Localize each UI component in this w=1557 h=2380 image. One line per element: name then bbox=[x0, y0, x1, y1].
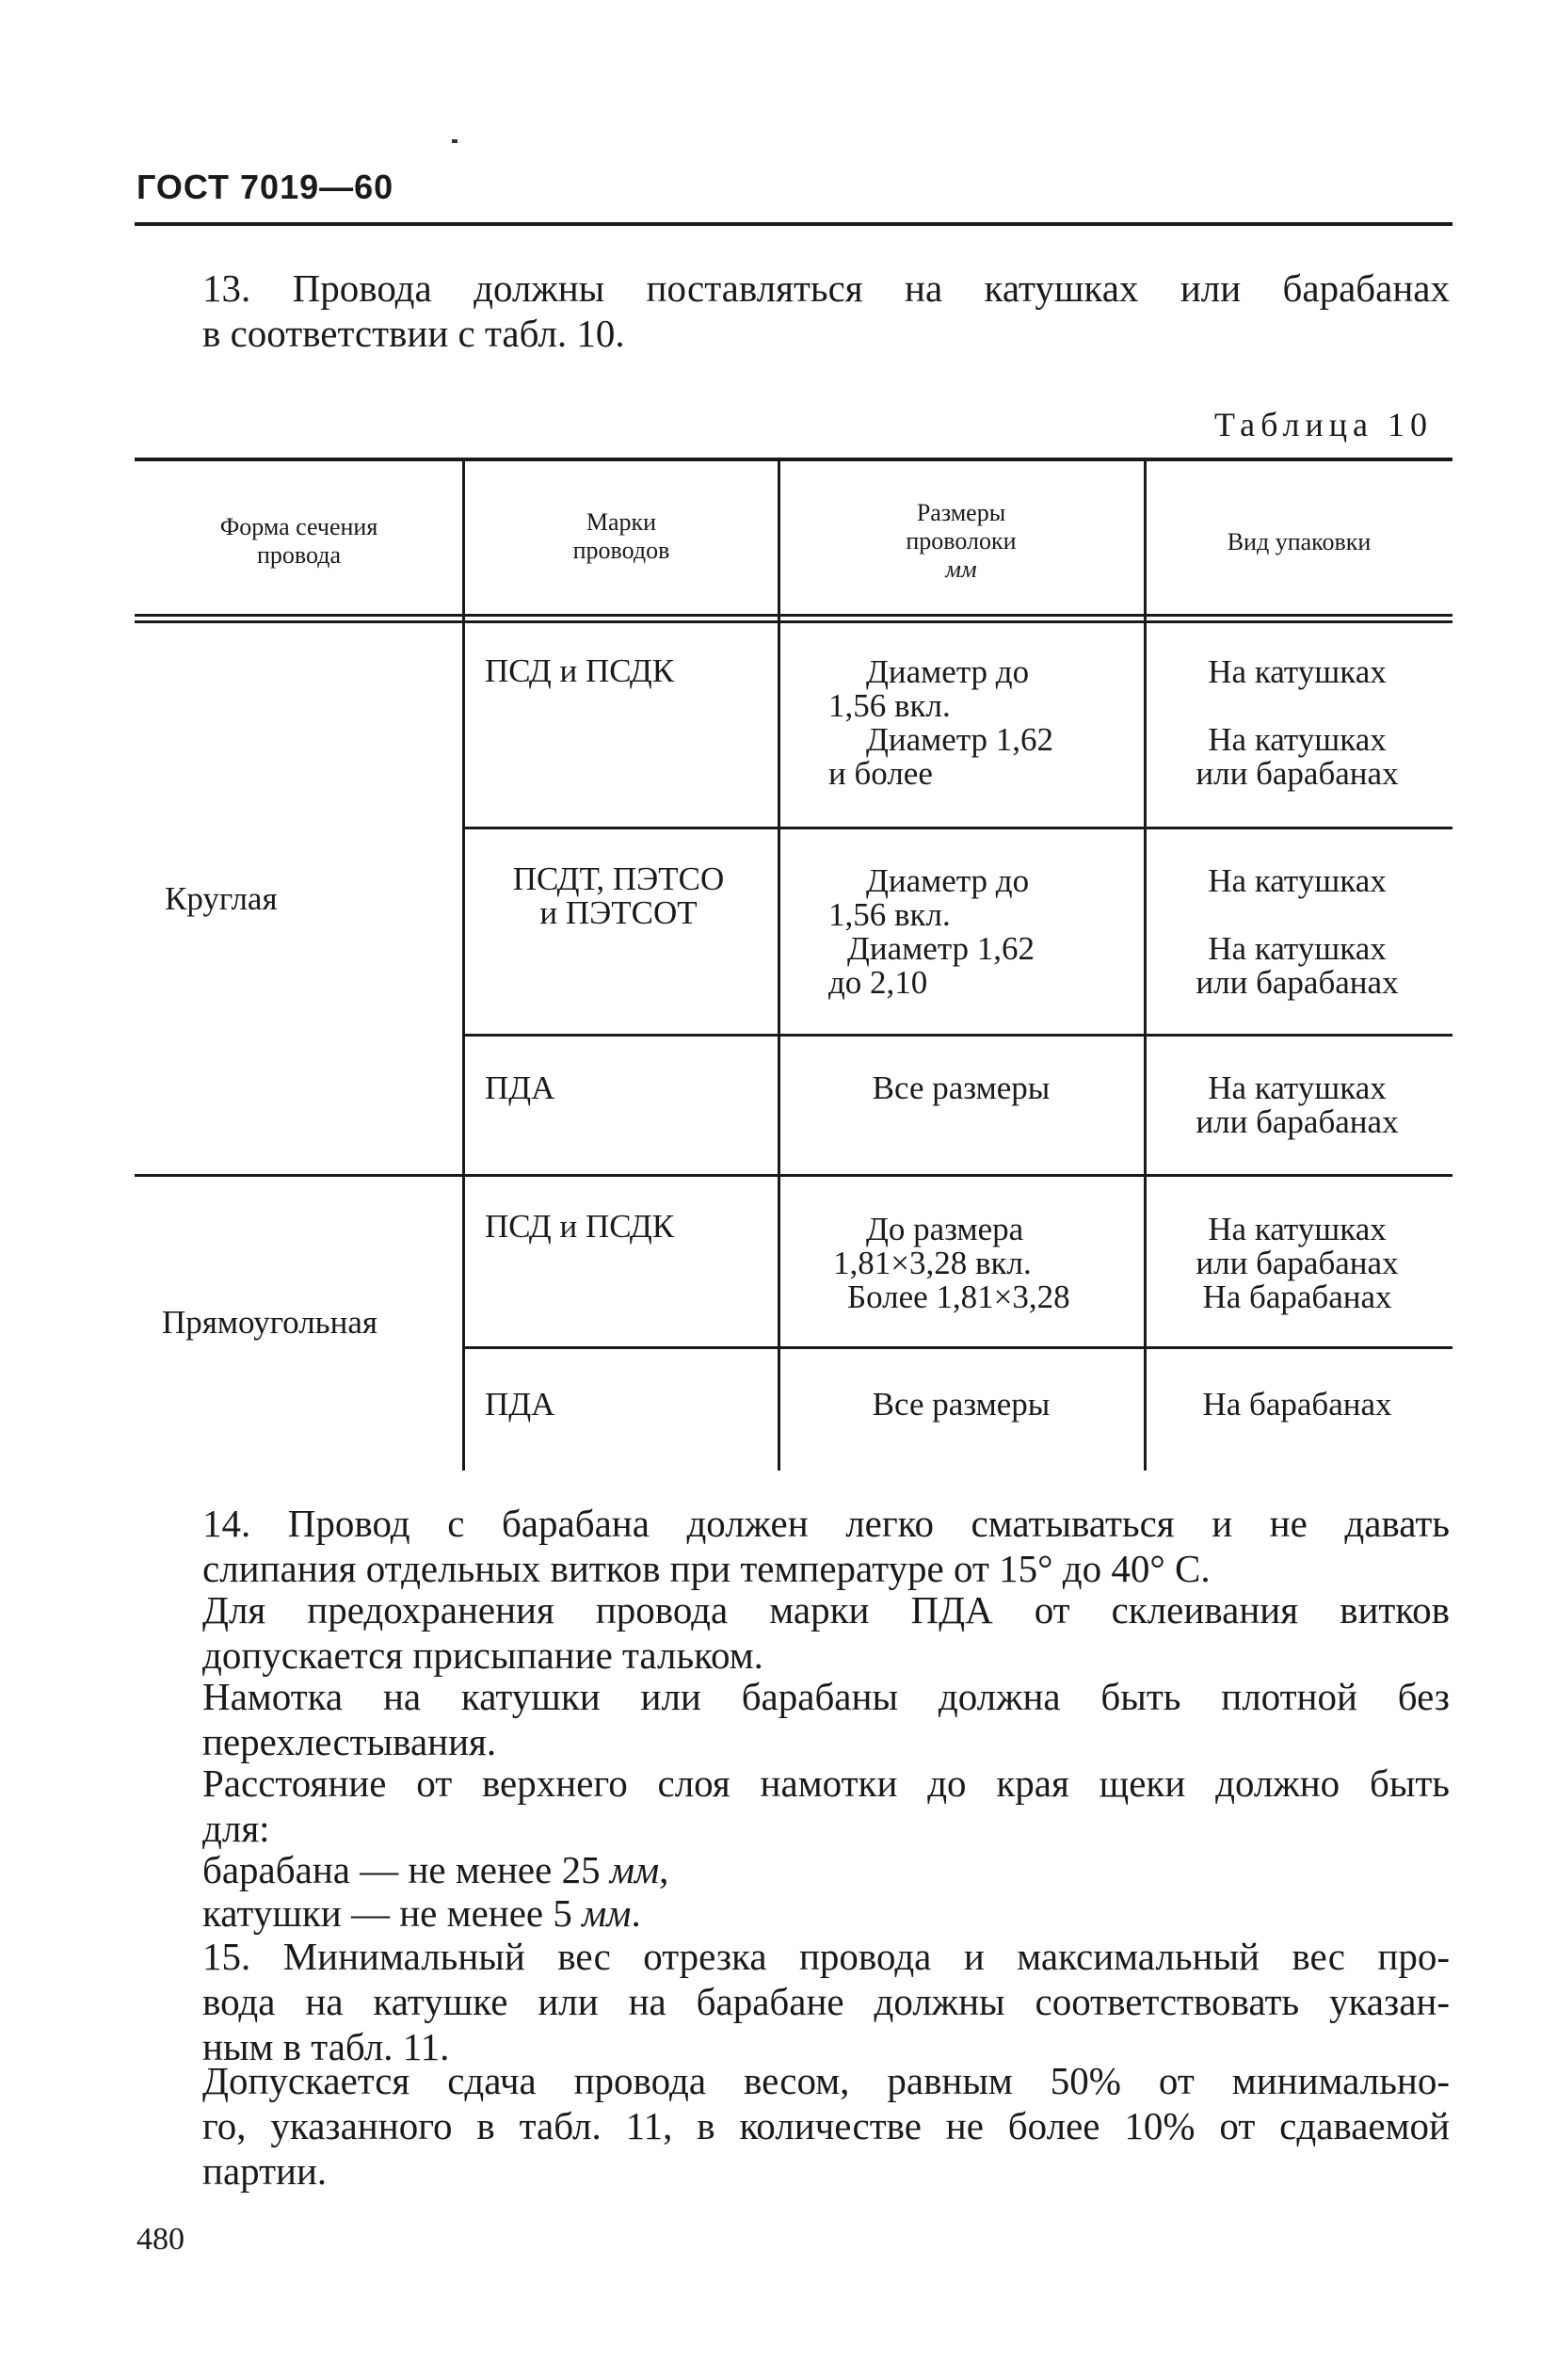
print-mark bbox=[452, 139, 457, 143]
row-2-pack-line-2 bbox=[1147, 898, 1448, 932]
row-2-brand-line-2: и ПЭТСОТ bbox=[539, 894, 698, 931]
paragraph-14 bbox=[136, 1501, 1450, 1591]
row-4-pack-line-2: или барабанах bbox=[1196, 1245, 1399, 1281]
row-1-size bbox=[828, 655, 1111, 791]
paragraph-coil bbox=[202, 1890, 1426, 1936]
row-2-pack-line-3: На катушках bbox=[1208, 930, 1387, 967]
paragraph-drum bbox=[202, 1847, 1426, 1892]
paragraph-winding bbox=[136, 1674, 1450, 1764]
row-1-pack-line-4: или барабанах bbox=[1196, 755, 1399, 792]
table-row-rule-3 bbox=[135, 1174, 1453, 1177]
row-1-pack-line-1: На катушках bbox=[1208, 653, 1387, 690]
paragraph-allowed-line-1: Допускается сдача провода весом, равным 50% от минимально- bbox=[202, 2059, 1450, 2102]
row-4-size-line-3: Более 1,81×3,28 bbox=[847, 1278, 1070, 1315]
row-2-size-line-4: до 2,10 bbox=[828, 964, 928, 1001]
paragraph-15-line-3: ным в табл. 11. bbox=[202, 2025, 450, 2068]
row-3-pack-line-2: или барабанах bbox=[1196, 1103, 1399, 1140]
row-4-pack bbox=[1147, 1213, 1448, 1314]
paragraph-distance-line-2: для: bbox=[202, 1807, 270, 1850]
row-5-brand: ПДА bbox=[485, 1386, 555, 1423]
row-1-brand: ПСД и ПСДК bbox=[485, 652, 675, 689]
row-4-size bbox=[833, 1213, 1134, 1314]
row-2-pack-line-4: или барабанах bbox=[1196, 964, 1399, 1001]
table-header-rule-2 bbox=[135, 620, 1453, 623]
paragraph-winding-line-1: Намотка на катушки или барабаны должна быть плотной без bbox=[202, 1675, 1450, 1718]
paragraph-13-line-1: 13. Провода должны поставляться на катушках или барабанах bbox=[202, 266, 1450, 310]
paragraph-allowed-line-3: партии. bbox=[202, 2149, 328, 2193]
row-1-size-line-2: 1,56 вкл. bbox=[828, 687, 951, 724]
row-3-pack bbox=[1147, 1071, 1448, 1139]
coil-unit: мм bbox=[582, 1891, 632, 1935]
paragraph-15-line-1: 15. Минимальный вес отрезка провода и максимальный вес про- bbox=[202, 1935, 1450, 1978]
shape-round: Круглая bbox=[165, 880, 278, 917]
row-2-brand bbox=[468, 862, 769, 930]
row-5-pack: На барабанах bbox=[1202, 1386, 1392, 1423]
paragraph-pda bbox=[136, 1587, 1450, 1678]
row-3-brand: ПДА bbox=[485, 1069, 555, 1106]
row-4-size-line-2: 1,81×3,28 вкл. bbox=[833, 1245, 1032, 1281]
drum-text: барабана — не менее 25 bbox=[202, 1848, 610, 1891]
row-1-size-line-4: и более bbox=[828, 755, 933, 792]
table-top-rule bbox=[135, 458, 1453, 461]
row-3-size: Все размеры bbox=[872, 1069, 1051, 1106]
paragraph-winding-line-2: перехлестывания. bbox=[202, 1720, 497, 1763]
header-wire-sizes-unit: мм bbox=[945, 555, 977, 583]
row-2-size-line-2: 1,56 вкл. bbox=[828, 896, 951, 933]
header-cross-section-line-2: провода bbox=[256, 541, 342, 569]
paragraph-allowed-line-2: го, указанного в табл. 11, в количестве не более 10% от сдаваемой bbox=[202, 2104, 1450, 2147]
paragraph-15-line-2: вода на катушке или на барабане должны соответствовать указан- bbox=[202, 1980, 1450, 2023]
row-2-size-line-3: Диаметр 1,62 bbox=[847, 930, 1035, 967]
shape-rectangular: Прямоугольная bbox=[162, 1304, 378, 1341]
header-wire-brands-line-2: проводов bbox=[572, 537, 670, 564]
table-row-rule-4 bbox=[464, 1346, 1453, 1349]
table-col-divider-1 bbox=[462, 461, 465, 1471]
row-2-brand-line-1: ПСДТ, ПЭТСО bbox=[512, 860, 725, 897]
header-packaging: Вид упаковки bbox=[1227, 528, 1372, 555]
row-2-pack bbox=[1147, 864, 1448, 1000]
paragraph-pda-line-2: допускается присыпание тальком. bbox=[202, 1633, 763, 1677]
header-cross-section bbox=[141, 513, 457, 570]
paragraph-allowed bbox=[136, 2058, 1450, 2194]
coil-text: катушки — не менее 5 bbox=[202, 1891, 583, 1935]
drum-unit: мм bbox=[609, 1848, 660, 1891]
row-5-size: Все размеры bbox=[872, 1386, 1051, 1423]
drum-end: , bbox=[659, 1848, 669, 1891]
document-header: ГОСТ 7019—60 bbox=[136, 168, 394, 206]
header-cross-section-line-1: Форма сечения bbox=[219, 513, 378, 540]
row-1-pack-line-2 bbox=[1147, 689, 1448, 723]
table-header-rule-1 bbox=[135, 614, 1453, 617]
header-rule bbox=[135, 222, 1453, 226]
table-row-rule-2 bbox=[464, 1034, 1453, 1037]
header-wire-brands bbox=[466, 508, 777, 565]
row-2-size bbox=[828, 864, 1111, 1000]
row-4-brand: ПСД и ПСДК bbox=[485, 1208, 675, 1245]
row-4-size-line-1: До размера bbox=[866, 1211, 1024, 1247]
table-col-divider-2 bbox=[778, 461, 780, 1471]
paragraph-pda-line-1: Для предохранения провода марки ПДА от склеивания витков bbox=[202, 1588, 1450, 1632]
paragraph-13-line-2: в соответствии с табл. 10. bbox=[202, 312, 625, 355]
row-1-pack-line-3: На катушках bbox=[1208, 721, 1387, 758]
page-number: 480 bbox=[136, 2222, 185, 2257]
coil-end: . bbox=[631, 1891, 641, 1935]
row-1-size-line-3: Диаметр 1,62 bbox=[866, 721, 1054, 758]
row-4-pack-line-1: На катушках bbox=[1208, 1211, 1387, 1247]
table-row-rule-1 bbox=[464, 827, 1453, 829]
row-3-pack-line-1: На катушках bbox=[1208, 1069, 1387, 1106]
header-wire-sizes-line-1: Размеры bbox=[916, 499, 1006, 526]
header-wire-sizes bbox=[781, 499, 1141, 584]
row-1-pack bbox=[1147, 655, 1448, 791]
paragraph-15 bbox=[136, 1934, 1450, 2069]
paragraph-14-line-2: слипания отдельных витков при температуре от 15° до 40° С. bbox=[202, 1547, 1211, 1590]
row-1-size-line-1: Диаметр до bbox=[866, 653, 1030, 690]
row-2-size-line-1: Диаметр до bbox=[866, 862, 1030, 899]
header-wire-brands-line-1: Марки bbox=[586, 508, 657, 536]
table-caption: Таблица 10 bbox=[1214, 406, 1433, 443]
header-wire-sizes-line-2: проволоки bbox=[906, 527, 1017, 555]
row-4-pack-line-3: На барабанах bbox=[1202, 1278, 1392, 1315]
paragraph-13 bbox=[136, 265, 1450, 356]
paragraph-14-line-1: 14. Провод с барабана должен легко сматываться и не давать bbox=[202, 1502, 1450, 1545]
paragraph-distance bbox=[136, 1761, 1450, 1851]
row-2-pack-line-1: На катушках bbox=[1208, 862, 1387, 899]
paragraph-distance-line-1: Расстояние от верхнего слоя намотки до края щеки должно быть bbox=[202, 1761, 1450, 1805]
